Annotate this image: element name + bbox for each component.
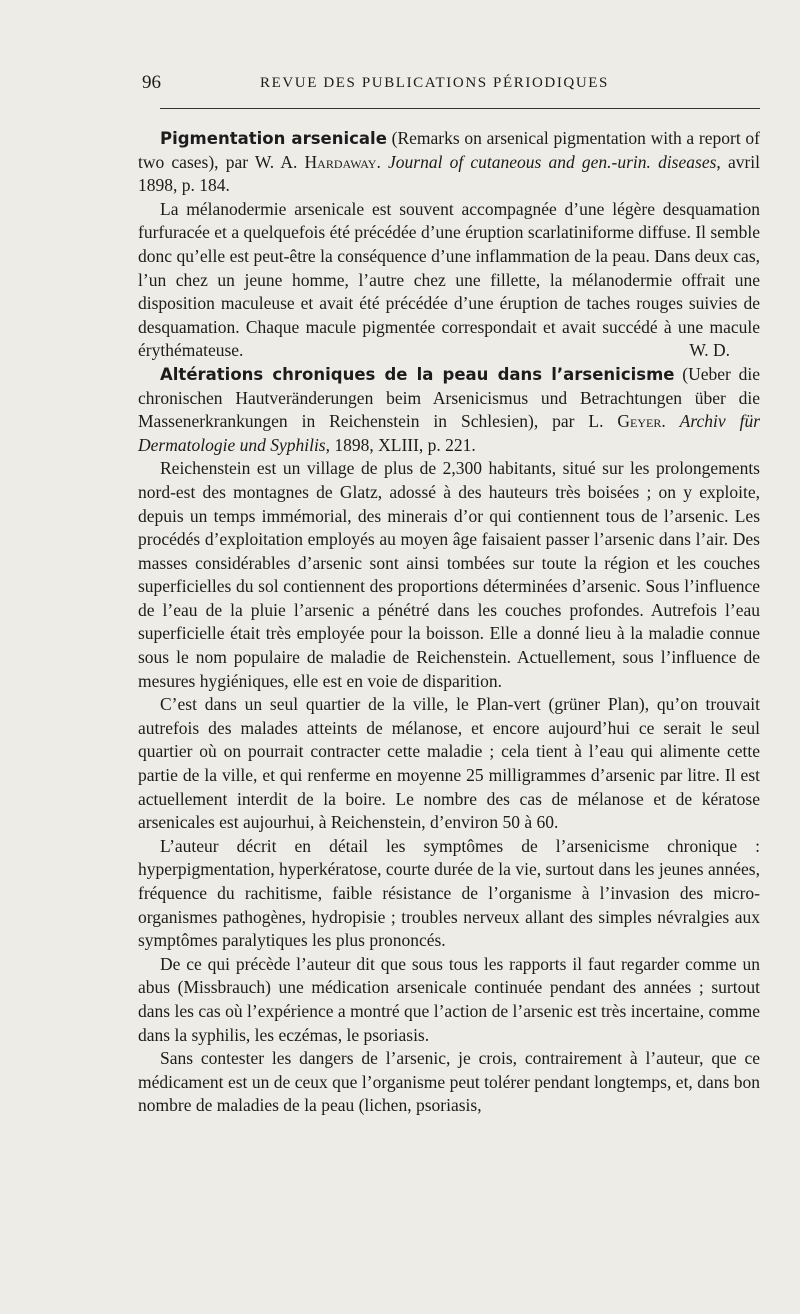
article-2-paragraph: L’auteur décrit en détail les symptômes de l’arsenicisme chronique : hyperpigmentation, hyperkératose, courte durée de la vie, surtout dans les jeunes années, fréquence du rachitisme, faible résistance de l’organisme à l’invasion des micro-organismes pathogènes, hydropisie ; troubles nerveux allant des simples névralgies aux symptômes paralytiques les plus prononcés. [138, 835, 760, 951]
article-1-ref-a: (Remarks on arsenical pigmentation with a report of two cases), par W. A. [138, 128, 760, 172]
article-2-title: Altérations chroniques de la peau dans l’arsenicisme [160, 364, 675, 384]
article-1-ref-b: . [376, 151, 388, 172]
article-2-paragraph: C’est dans un seul quartier de la ville, le Plan-vert (grüner Plan), qu’on trouvait autrefois des malades atteints de mélanose, et encore aujourd’hui ce serait le seul quartier où on pourrait contracter cette maladie ; cela tient à l’eau qui alimente cette partie de la ville, et qui renferme en moyenne 25 milligrammes d’arsenic par litre. Il est actuellement interdit de la boire. Le nombre des cas de mélanose et de kératose arsenicales est aujourhui, à Reichenstein, d’environ 50 à 60. [138, 694, 760, 833]
article-1-body: La mélanodermie arsenicale est souvent accompagnée d’une légère desquamation furfuracée et a quelquefois été précédée d’une éruption scarlatiniforme diffuse. Il semble donc qu’elle est peut-être la conséquence d’une inflammation de la peau. Dans deux cas, l’un chez un jeune homme, l’autre chez une fillette, la mélanodermie offrait une disposition maculeuse et avait été précédée d’une éruption de taches rouges suivies de desquamation. Chaque macule pigmentée correspondait et avait succédé à une macule érythémateuse. [138, 198, 760, 361]
running-title: REVUE DES PUBLICATIONS PÉRIODIQUES [260, 75, 609, 91]
article-1-author: Hardaway [304, 151, 377, 172]
article-2-author: Geyer [617, 411, 662, 432]
article-1-paragraph [138, 198, 760, 363]
article-2-paragraph: De ce qui précède l’auteur dit que sous tous les rapports il faut regarder comme un abus (Missbrauch) une médication arsenicale continuée pendant des années ; surtout dans les cas où l’expérience a montré que l’action de l’arsenic est très incertaine, comme dans la syphilis, les eczémas, le psoriasis. [138, 953, 760, 1045]
article-1-ref-c: , avril 1898, p. 184. [138, 151, 761, 196]
article-2-paragraph: Sans contester les dangers de l’arsenic, je crois, contrairement à l’auteur, que ce médicament est un de ceux que l’organisme peut tolérer pendant longtemps, et, dans bon nombre de maladies de la peau (lichen, psoriasis, [138, 1048, 760, 1116]
article-1-title: Pigmentation arsenicale [160, 129, 387, 148]
page-header [142, 72, 760, 102]
article-2-paragraph: Reichenstein est un village de plus de 2,300 habitants, situé sur les prolongements nord-est des montagnes de Glatz, adossé à des hauteurs très boisées ; on y exploite, depuis un temps immémorial, des minerais d’or qui contiennent tous de l’arsenic. Les procédés d’exploitation employés au moyen âge faisaient passer l’arsenic dans l’air. Des masses considérables d’arsenic sont ainsi tombées sur toute la région et les couches superficielles du sol contiennent des proportions déterminées d’arsenic. Sous l’influence de l’eau de la pluie l’arsenic a pénétré dans les couches profondes. Autrefois l’eau superficielle était très employée pour la boisson. Elle a donné lieu à la maladie connue sous le nom populaire de maladie de Reichenstein. Actuellement, sous l’influence de mesures hygiéniques, elle est en voie de disparition. [138, 458, 760, 691]
article-2-heading [138, 363, 760, 457]
article-2-journal: Archiv für Dermatologie und Syphilis [138, 411, 761, 455]
article-2-ref-c: , 1898, XLIII, p. 221. [325, 434, 476, 455]
article-1-signature: W. D. [689, 340, 730, 361]
article-1-heading [138, 127, 760, 198]
page-number: 96 [142, 72, 161, 93]
article-2-ref-a: (Ueber die chronischen Hautveränderungen beim Arsenicismus und Betrachtungen über die Massenerkrankungen in Reichenstein in Schlesien), par L. [138, 363, 760, 432]
article-2-ref-b: . [661, 411, 680, 432]
page-body [138, 127, 760, 1118]
header-rule [160, 108, 760, 109]
article-1-journal: Journal of cutaneous and gen.-urin. diseases [388, 151, 717, 172]
